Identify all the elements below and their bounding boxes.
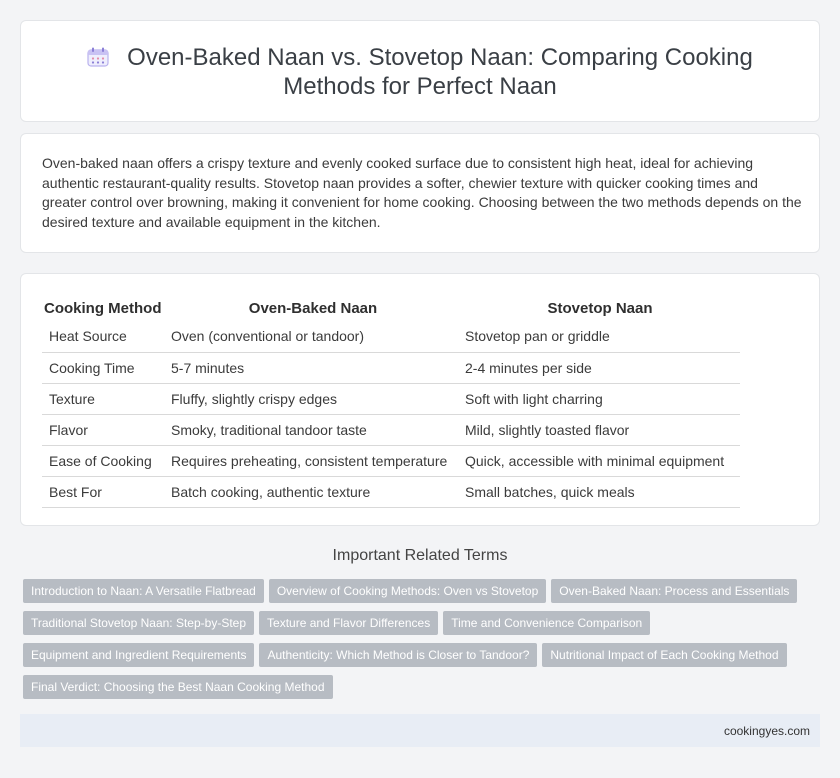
related-terms-list xyxy=(23,579,803,707)
stovetop-cell: Stovetop pan or griddle xyxy=(460,321,740,352)
related-term-tag[interactable]: Introduction to Naan: A Versatile Flatbread xyxy=(23,579,264,603)
page-title xyxy=(21,43,819,101)
header-stovetop: Stovetop Naan xyxy=(547,300,653,317)
related-term-tag[interactable]: Time and Convenience Comparison xyxy=(443,611,650,635)
oven-cell: Oven (conventional or tandoor) xyxy=(166,321,460,352)
related-terms-heading: Important Related Terms xyxy=(332,547,508,564)
related-term-tag[interactable]: Final Verdict: Choosing the Best Naan Cooking Method xyxy=(23,675,333,699)
related-term-tag[interactable]: Overview of Cooking Methods: Oven vs Stovetop xyxy=(269,579,546,603)
related-term-tag[interactable]: Traditional Stovetop Naan: Step-by-Step xyxy=(23,611,254,635)
related-term-tag[interactable]: Texture and Flavor Differences xyxy=(259,611,438,635)
table-row xyxy=(42,321,740,352)
row-label: Cooking Time xyxy=(42,352,166,383)
stovetop-cell: Mild, slightly toasted flavor xyxy=(460,414,740,445)
oven-cell: Batch cooking, authentic texture xyxy=(166,476,460,507)
table-header-row xyxy=(42,296,740,321)
site-name[interactable]: cookingyes.com xyxy=(723,724,810,738)
comparison-table xyxy=(42,296,740,508)
table-row xyxy=(42,383,740,414)
row-label: Texture xyxy=(42,383,166,414)
oven-cell: Fluffy, slightly crispy edges xyxy=(166,383,460,414)
footer xyxy=(20,714,820,747)
title-card xyxy=(20,20,820,122)
row-label: Flavor xyxy=(42,414,166,445)
calendar-icon xyxy=(87,47,109,67)
header-oven-baked: Oven-Baked Naan xyxy=(248,300,378,317)
row-label: Ease of Cooking xyxy=(42,445,166,476)
stovetop-cell: 2-4 minutes per side xyxy=(460,352,740,383)
related-term-tag[interactable]: Authenticity: Which Method is Closer to Tandoor? xyxy=(259,643,537,667)
header-cooking-method: Cooking Method xyxy=(44,300,162,317)
table-row xyxy=(42,414,740,445)
table-row xyxy=(42,445,740,476)
intro-card xyxy=(20,133,820,253)
title-line-2: Methods for Perfect Naan xyxy=(283,73,557,100)
oven-cell: Smoky, traditional tandoor taste xyxy=(166,414,460,445)
related-term-tag[interactable]: Nutritional Impact of Each Cooking Method xyxy=(542,643,786,667)
related-term-tag[interactable]: Equipment and Ingredient Requirements xyxy=(23,643,254,667)
table-row xyxy=(42,352,740,383)
title-line-1: Oven-Baked Naan vs. Stovetop Naan: Comparing Cooking xyxy=(127,44,753,71)
oven-cell: Requires preheating, consistent temperature xyxy=(166,445,460,476)
intro-paragraph: Oven-baked naan offers a crispy texture and evenly cooked surface due to consistent high heat, ideal for achieving authentic restaurant-quality results. Stovetop naan provides a softer, chewier texture with quicker cooking times and greater control over browning, making it convenient for home cooking. Choosing between the two methods depends on the desired texture and available equipment in the kitchen. xyxy=(42,155,802,230)
row-label: Best For xyxy=(42,476,166,507)
row-label: Heat Source xyxy=(42,321,166,352)
related-term-tag[interactable]: Oven-Baked Naan: Process and Essentials xyxy=(551,579,797,603)
comparison-card xyxy=(20,273,820,526)
table-row xyxy=(42,476,740,507)
stovetop-cell: Quick, accessible with minimal equipment xyxy=(460,445,740,476)
stovetop-cell: Soft with light charring xyxy=(460,383,740,414)
stovetop-cell: Small batches, quick meals xyxy=(460,476,740,507)
oven-cell: 5-7 minutes xyxy=(166,352,460,383)
